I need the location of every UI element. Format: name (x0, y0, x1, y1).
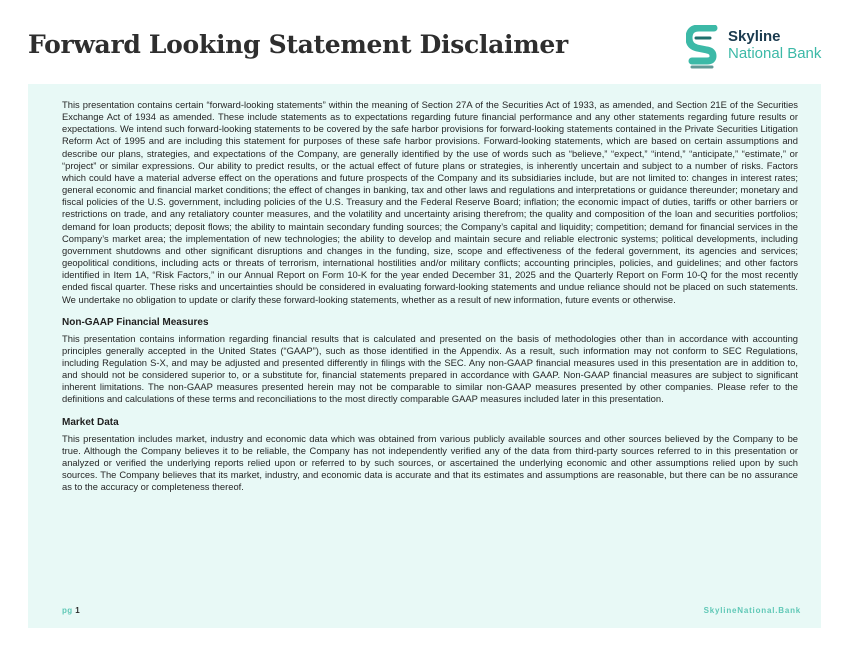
page-number (62, 606, 80, 615)
brand-logo (686, 25, 826, 73)
logo-name-primary: Skyline (728, 28, 781, 45)
disclaimer-panel (28, 84, 821, 628)
skyline-s-logo-icon (686, 25, 720, 71)
page-title: Forward Looking Statement Disclaimer (28, 30, 568, 59)
non-gaap-paragraph: This presentation contains information regarding financial results that is calculated and presented on the basis of methodologies other than in accordance with accounting principles generally accepted in the United States (“GAAP”), such as those identified in the Appendix. As a result, such information may not conform to SEC Regulations, including Regulation S-X, and may be adjusted and presented differently in filings with the SEC. Any non-GAAP financial measures used in this presentation are in addition to, and should not be considered superior to, or a substitute for, financial statements prepared in accordance with GAAP. Non-GAAP financial measures are subject to significant inherent limitations. The non-GAAP measures presented herein may not be comparable to similar non-GAAP measures presented by other companies. Please refer to the definitions and calculations of these terms and reconciliations to the most directly comparable GAAP measures included later in this presentation. (62, 332, 798, 405)
website-link: SkylineNational.Bank (703, 606, 801, 615)
page-label: pg (62, 606, 73, 615)
market-data-heading: Market Data (62, 416, 119, 428)
page-number-value: 1 (75, 606, 81, 615)
non-gaap-heading: Non-GAAP Financial Measures (62, 316, 209, 328)
logo-name-secondary: National Bank (728, 45, 822, 62)
forward-looking-paragraph: This presentation contains certain “forward-looking statements” within the meaning of Section 27A of the Securities Act of 1933, as amended, and Section 21E of the Securities Exchange Act of 1934 as amended. These include statements as to expectations regarding future financial performance and any other statements regarding future results or expectations. We intend such forward-looking statements to be covered by the safe harbor provisions for forward-looking statements contained in the Private Securities Litigation Reform Act of 1995 and are including this statement for purposes of these safe harbor provisions. Forward-looking statements, which are based on certain assumptions and describe our plans, strategies, and expectations of the Company, are generally identified by the use of words such as “believe,” “expect,” “intend,” “anticipate,” “estimate,” or “project” or similar expressions. Our ability to predict results, or the actual effect of future plans or strategies, is inherently uncertain and subject to a number of risks. Factors which could have a material adverse effect on the operations and future prospects of the Company and its subsidiaries include, but are not limited to: changes in interest rates; general economic and financial market conditions; the effect of changes in banking, tax and other laws and regulations and interpretations or guidance thereunder; monetary and fiscal policies of the U.S. government, including policies of the U.S. Treasury and the Federal Reserve Board; inflation; the economic impact of duties, tariffs or other barriers or restrictions on trade, and any retaliatory counter measures, and the volatility and uncertainty arising therefrom; the quality and composition of the loan and securities portfolios; demand for loan products; deposit flows; the ability to maintain secondary funding sources; the Company’s capital and liquidity; competition; demand for financial services in the Company’s market area; the implementation of new technologies; the ability to develop and maintain secure and reliable electronic systems; political developments, including government shutdowns and other significant disruptions and changes in the funding, size, scope and effectiveness of the federal government, its agencies and services; geopolitical conditions, including acts or threats of terrorism, international hostilities and/or military conflicts; accounting principles, policies, and guidelines; and other factors identified in Item 1A, “Risk Factors,” in our Annual Report on Form 10-K for the year ended December 31, 2025 and the Quarterly Report on Form 10-Q for the most recently ended fiscal quarter. These risks and uncertainties should be considered in evaluating forward-looking statements and undue reliance should not be placed on such statements. We undertake no obligation to update or clarify these forward-looking statements, whether as a result of new information, future events or otherwise. (62, 99, 798, 305)
market-data-paragraph: This presentation includes market, industry and economic data which was obtained from various publicly available sources and other sources believed by the Company to be true. Although the Company believes it to be reliable, the Company has not independently verified any of the data from third-party sources referred to in this presentation or analyzed or verified the underlying reports relied upon or referred to by such sources, or ascertained the underlying economic and other assumptions relied upon by such sources. The Company believes that its market, industry, and economic data is accurate and that its estimates and assumptions are reasonable, but there can be no assurance as to the accuracy or completeness thereof. (62, 432, 798, 493)
disclaimer-content (62, 99, 798, 493)
